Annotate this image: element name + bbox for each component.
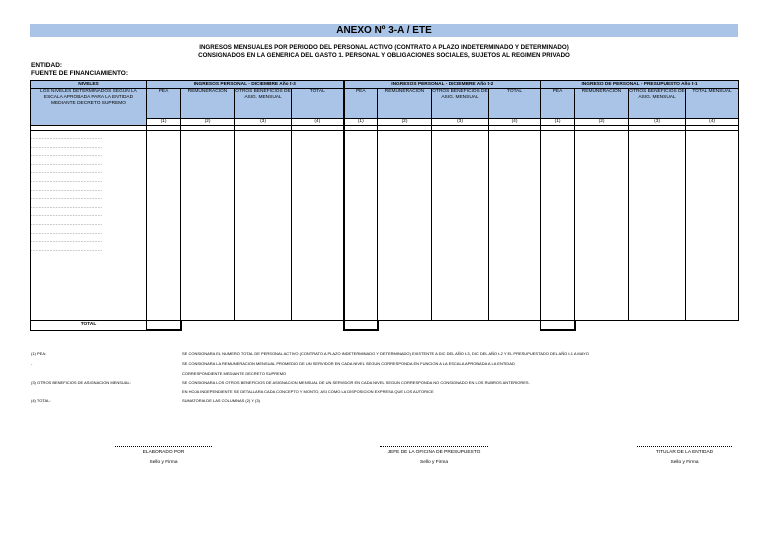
niveles-dotted-entry: .............................................. <box>31 169 103 175</box>
niveles-header: NIVELES <box>31 81 147 89</box>
col-number: (1) <box>344 119 378 126</box>
signature-line <box>637 446 732 447</box>
niveles-dotted-entry: .............................................. <box>31 177 103 183</box>
note-text: EN HOJA INDEPENDIENTE SE DETALLARA CADA CONCEPTO Y MONTO, ASI COMO LA DISPOSICION EXPRESA QUE LOS AUTORICE <box>182 389 434 394</box>
note-text: CORRESPONDIENTE MEDIANTE DECRETO SUPREMO <box>182 371 287 376</box>
col-remuneracion: REMUNERACION <box>181 89 235 119</box>
col-pea: PEA <box>147 89 181 119</box>
note-label: (3) OTROS BENEFICIOS DE ASIGNACION MENSUAL: <box>31 380 131 385</box>
total-row <box>31 321 739 331</box>
col-number: (3) <box>235 119 292 126</box>
signature-line <box>380 446 488 447</box>
col-number: (3) <box>432 119 489 126</box>
niveles-dotted-entry: .............................................. <box>31 195 103 201</box>
niveles-dotted-entry: .............................................. <box>31 238 103 244</box>
niveles-dotted-entry: .............................................. <box>31 186 103 192</box>
group-header-t2: INGRESOS PERSONAL - DICIEMBRE Año t-2 <box>344 81 541 89</box>
signature-line <box>115 446 212 447</box>
group-header-t3: INGRESOS PERSONAL - DICIEMBRE Año t-3 <box>147 81 344 89</box>
signature-title: JEFE DE LA OFICINA DE PRESUPUESTO <box>387 450 481 455</box>
entidad-label: ENTIDAD: <box>31 62 63 69</box>
note-text: SE CONSIGNARA LA REMUNERACION MENSUAL PROMEDIO DE UN SERVIDOR EN CADA NIVEL SEGUN CORRESPONDA EN FUNCION A LA ESCALA APROBADA A LA ENTIDAD <box>182 361 515 366</box>
niveles-dotted-entry: .............................................. <box>31 246 103 252</box>
note-text: SE CONSIGNARA EL NUMERO TOTAL DE PERSONAL ACTIVO (CONTRATO A PLAZO INDETERMINADO Y DETERMINADO) EXISTENTE A DIC DEL AÑO t-3, DIC DEL AÑO t-2 Y EL PRESUPUESTADO DEL AÑO t-1 A MAYO <box>182 351 589 356</box>
signature-subtitle: Sello y Firma <box>420 460 448 465</box>
signature-title: ELABORADO POR <box>142 450 185 455</box>
niveles-dotted-entry: .............................................. <box>31 229 103 235</box>
col-number: (2) <box>378 119 432 126</box>
group-header-row <box>31 81 739 89</box>
niveles-description: LOS NIVELES DETERMINADOS SEGÚN LA ESCALA APROBADA PARA LA ENTIDAD MEDIANTE DECRETO SUPREMO <box>31 89 147 126</box>
niveles-dotted-entry: .............................................. <box>31 143 103 149</box>
col-remuneracion: REMUNERACION <box>378 89 432 119</box>
col-otros-beneficios: OTROS BENEFICIOS DE ASIG. MENSUAL <box>629 89 686 119</box>
note-text: SUMATORIA DE LAS COLUMNAS (2) Y (3) <box>182 398 260 403</box>
niveles-dotted-entry: .............................................. <box>31 203 103 209</box>
ingresos-table <box>30 80 739 331</box>
niveles-dotted-entry: .............................................. <box>31 135 103 140</box>
form-title: ANEXO Nº 3-A / ETE <box>30 24 738 37</box>
niveles-dotted-entry: .............................................. <box>31 220 103 226</box>
niveles-dotted-entry: .............................................. <box>31 212 103 218</box>
col-number: (2) <box>575 119 629 126</box>
table-body-row <box>31 131 739 321</box>
note-label: - <box>31 361 33 366</box>
signature-subtitle: Sello y Firma <box>149 460 178 465</box>
note-text: SE CONSIGNARA LOS OTROS BENEFICIOS DE ASIGNACION MENSUAL DE UN SERVIDOR EN CADA NIVEL SEGUN CORRESPONDA NO CONSIGNADO EN LOS RUBROS ANTERIORES. <box>182 380 530 385</box>
note-label: (4) TOTAL: <box>31 398 51 403</box>
form-subtitle-2: CONSIGNADOS EN LA GENERICA DEL GASTO 1. PERSONAL Y OBLIGACIONES SOCIALES, SUJETOS AL REGIMEN PRIVADO <box>198 52 570 59</box>
niveles-dotted-entry: .............................................. <box>31 160 103 166</box>
col-number: (1) <box>541 119 575 126</box>
niveles-entry-list <box>31 131 147 321</box>
group-header-t1: INGRESO DE PERSONAL - PRESUPUESTO Año t-1 <box>541 81 739 89</box>
col-remuneracion: REMUNERACION <box>575 89 629 119</box>
col-number: (3) <box>629 119 686 126</box>
col-pea: PEA <box>344 89 378 119</box>
note-label: (1) PEA: <box>31 351 47 356</box>
signature-subtitle: Sello y Firma <box>670 460 699 465</box>
fuente-label: FUENTE DE FINANCIAMIENTO: <box>31 70 129 77</box>
col-total: TOTAL <box>489 89 541 119</box>
signature-title: TITULAR DE LA ENTIDAD <box>655 450 714 455</box>
col-pea: PEA <box>541 89 575 119</box>
col-number: (4) <box>686 119 739 126</box>
col-total: TOTAL <box>292 89 344 119</box>
col-otros-beneficios: OTROS BENEFICIOS DE ASIG. MENSUAL <box>432 89 489 119</box>
col-number: (4) <box>292 119 344 126</box>
sub-header-row <box>31 89 739 119</box>
form-subtitle-1: INGRESOS MENSUALES POR PERIODO DEL PERSONAL ACTIVO (CONTRATO A PLAZO INDETERMINADO Y DETERMINADO) <box>199 44 569 51</box>
col-number: (4) <box>489 119 541 126</box>
niveles-dotted-entry: .............................................. <box>31 152 103 158</box>
col-otros-beneficios: OTROS BENEFICIOS DE ASIG. MENSUAL <box>235 89 292 119</box>
total-label: TOTAL <box>31 321 147 331</box>
col-total-mensual: TOTAL MENSUAL <box>686 89 739 119</box>
col-number: (1) <box>147 119 181 126</box>
col-number: (2) <box>181 119 235 126</box>
